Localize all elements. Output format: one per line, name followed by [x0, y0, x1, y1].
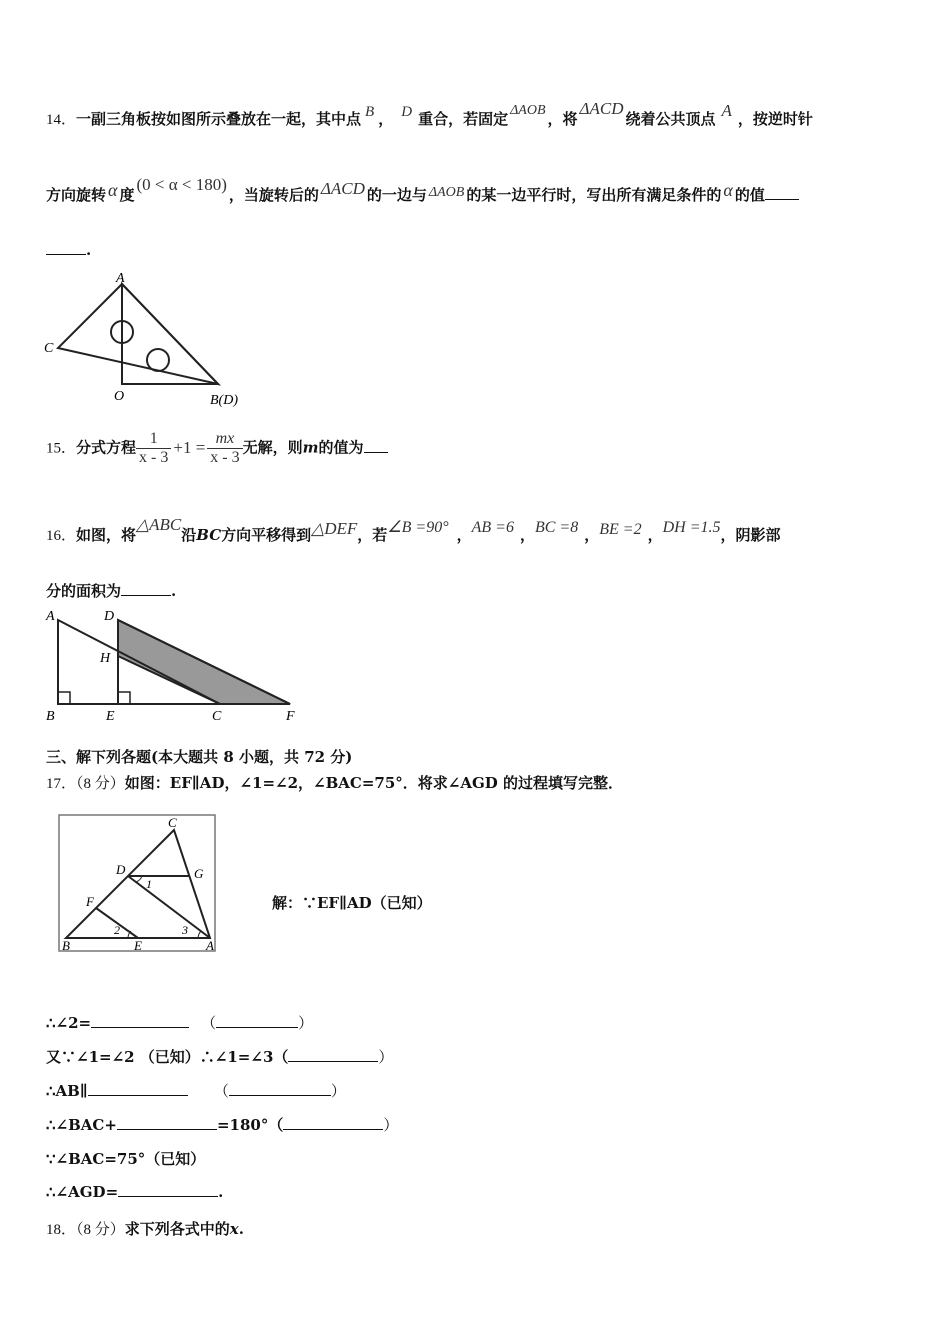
label-c: C	[44, 341, 54, 356]
step3-blank-b[interactable]	[229, 1081, 331, 1096]
step4-blank-a[interactable]	[117, 1115, 217, 1130]
fraction-2: $\frac{mx}{x - 3}$	[207, 430, 242, 467]
q17-step-6: ∴∠AGD= .	[46, 1183, 224, 1201]
q14-line1: 14．一副三角板按如图所示叠放在一起，其中点 B ， D 重合，若固定 ΔAOB ，将ΔACD绕着公共顶点 A ，按逆时针	[46, 99, 813, 128]
label-f: F	[86, 894, 94, 909]
label-a: A	[206, 938, 214, 953]
label-a: A	[116, 271, 125, 286]
label-e: E	[106, 709, 115, 724]
label-c: C	[212, 709, 222, 724]
board-hole-2	[147, 349, 169, 371]
answer-blank-14a[interactable]	[765, 185, 799, 200]
label-b: B	[46, 709, 55, 724]
label-3: 3	[182, 923, 188, 937]
q14-line3: .	[46, 240, 91, 259]
fraction-1: $\frac{1}{x - 3}$	[136, 430, 171, 467]
answer-blank-16[interactable]	[121, 581, 171, 596]
q16-line1: 16．如图，将△ABC沿BC方向平移得到△DEF，若∠B =90° ，AB =6 ，BC =8 ，BE =2 ，DH =1.5，阴影部	[46, 515, 781, 544]
q17-step-5: ∵∠BAC=75°（已知）	[46, 1150, 206, 1168]
triangle-acd	[58, 284, 218, 384]
step2-blank[interactable]	[288, 1047, 378, 1062]
q17-step-4: ∴∠BAC+ =180°（ ）	[46, 1116, 399, 1134]
q17-step-1: ∴∠2= （ ）	[46, 1014, 314, 1032]
q17-solution-start: 解：∵EF∥AD（已知）	[272, 894, 432, 912]
label-1: 1	[146, 877, 152, 891]
q15-line: 15．分式方程 $\frac{1}{x - 3}$ +1 = $\frac{mx}{x - 3}$ 无解，则m的值为	[46, 430, 388, 467]
answer-blank-14b[interactable]	[46, 240, 86, 255]
figure-14	[40, 268, 260, 410]
label-f: F	[286, 709, 295, 724]
label-2: 2	[114, 923, 120, 937]
q17-line: 17．（8 分）如图：EF∥AD，∠1=∠2，∠BAC=75°．将求∠AGD 的过程填写完整．	[46, 774, 624, 792]
label-a: A	[46, 609, 55, 624]
answer-blank-15[interactable]	[364, 438, 388, 453]
q17-step-2: 又∵∠1=∠2 （已知）∴∠1=∠3（ ）	[46, 1048, 394, 1066]
label-b: B	[62, 938, 70, 953]
step1-blank-b[interactable]	[216, 1013, 298, 1028]
label-h: H	[100, 651, 111, 666]
label-o: O	[114, 389, 125, 404]
q17-step-3: ∴AB∥ （ ）	[46, 1082, 346, 1100]
section-3-heading: 三、解下列各题(本大题共 8 小题，共 72 分)	[46, 748, 353, 766]
step6-blank[interactable]	[118, 1182, 218, 1197]
figure-17	[58, 814, 218, 956]
step4-blank-b[interactable]	[283, 1115, 383, 1130]
label-g: G	[194, 866, 204, 881]
q18-line: 18．（8 分）求下列各式中的x.	[46, 1220, 244, 1238]
step3-blank-a[interactable]	[88, 1081, 188, 1096]
label-e: E	[134, 938, 142, 953]
label-c: C	[168, 815, 177, 830]
q14-line2: 方向旋转 α 度(0 < α < 180)，当旋转后的 ΔACD 的一边与 ΔAOB 的某一边平行时，写出所有满足条件的 α 的值	[46, 184, 799, 205]
segment-da	[128, 876, 210, 938]
step1-blank-a[interactable]	[91, 1013, 189, 1028]
label-d: D	[116, 862, 126, 877]
label-d: D	[104, 609, 115, 624]
label-b-d: B(D)	[210, 393, 238, 408]
q14-number: 14．	[46, 112, 77, 128]
figure-16	[40, 604, 310, 726]
q16-line2: 分的面积为 .	[46, 582, 177, 600]
